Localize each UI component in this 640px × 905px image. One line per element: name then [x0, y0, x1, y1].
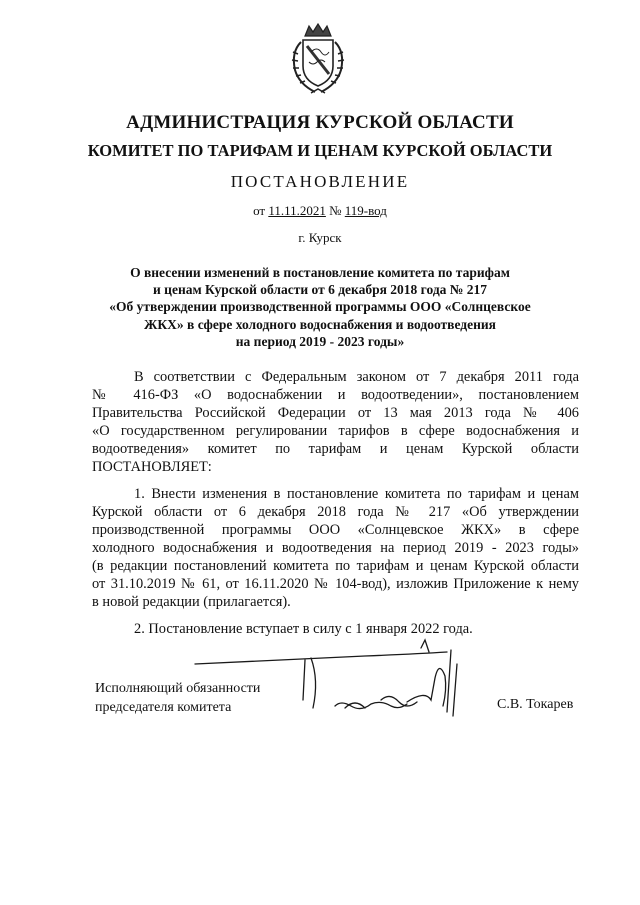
document-date-line	[0, 203, 640, 219]
title-line: на период 2019 - 2023 годы»	[235, 333, 405, 349]
item1-line: от 31.10.2019 № 61, от 16.11.2020 № 104-вод), изложив Приложение к нему	[92, 576, 579, 592]
preamble-line: № 416-ФЗ «О водоснабжении и водоотведении», постановлением	[92, 387, 579, 403]
document-date: 11.11.2021	[268, 203, 326, 218]
item1-line: холодного водоснабжения и водоотведения на период 2019 - 2023 годы»	[92, 540, 579, 556]
item2-line: 2. Постановление вступает в силу с 1 января 2022 года.	[134, 621, 473, 637]
signatory-position	[95, 679, 260, 717]
city: г. Курск	[298, 230, 342, 245]
position-line: Исполняющий обязанности	[95, 681, 261, 696]
committee-heading: КОМИТЕТ ПО ТАРИФАМ И ЦЕНАМ КУРСКОЙ ОБЛАСТИ	[87, 141, 553, 160]
position-line: председателя комитета	[95, 700, 232, 715]
title-line: О внесении изменений в постановление комитета по тарифам	[130, 265, 510, 280]
date-prefix: от	[253, 203, 266, 218]
document-type: ПОСТАНОВЛЕНИЕ	[230, 172, 410, 191]
item1-line: Курской области от 6 декабря 2018 года № 217 «Об утверждении	[92, 504, 579, 520]
item1-line: (в редакции постановлений комитета по тарифам и ценам Курской области	[92, 558, 579, 574]
preamble-line: «О государственном регулировании тарифов в сфере водоснабжения и	[92, 423, 579, 439]
title-line: ЖКХ» в сфере холодного водоснабжения и водоотведения	[144, 316, 496, 332]
preamble-line: Правительства Российской Федерации от 13 мая 2013 года № 406	[92, 405, 579, 421]
number-prefix: №	[329, 203, 342, 218]
preamble-line: В соответствии с Федеральным законом от 7 декабря 2011 года	[134, 369, 579, 385]
document-number: 119-вод	[344, 203, 387, 218]
preamble-line: водоотведения» комитет по тарифам и ценам Курской области	[92, 441, 579, 457]
item1-line: в новой редакции (прилагается).	[92, 594, 291, 610]
document-title	[90, 264, 550, 350]
signatory-name: С.В. Токарев	[497, 697, 574, 712]
title-line: и ценам Курской области от 6 декабря 2018 года № 217	[153, 282, 487, 298]
item1-line: 1. Внести изменения в постановление комитета по тарифам и ценам	[134, 486, 579, 502]
item1-line: производственной программы ООО «Солнцевское ЖКХ» в сфере	[92, 522, 579, 538]
administration-heading: АДМИНИСТРАЦИЯ КУРСКОЙ ОБЛАСТИ	[126, 112, 514, 133]
coat-of-arms-icon	[285, 22, 351, 96]
preamble-resolves: ПОСТАНОВЛЯЕТ:	[92, 459, 212, 475]
title-line: «Об утверждении производственной программы ООО «Солнцевское	[109, 299, 531, 315]
